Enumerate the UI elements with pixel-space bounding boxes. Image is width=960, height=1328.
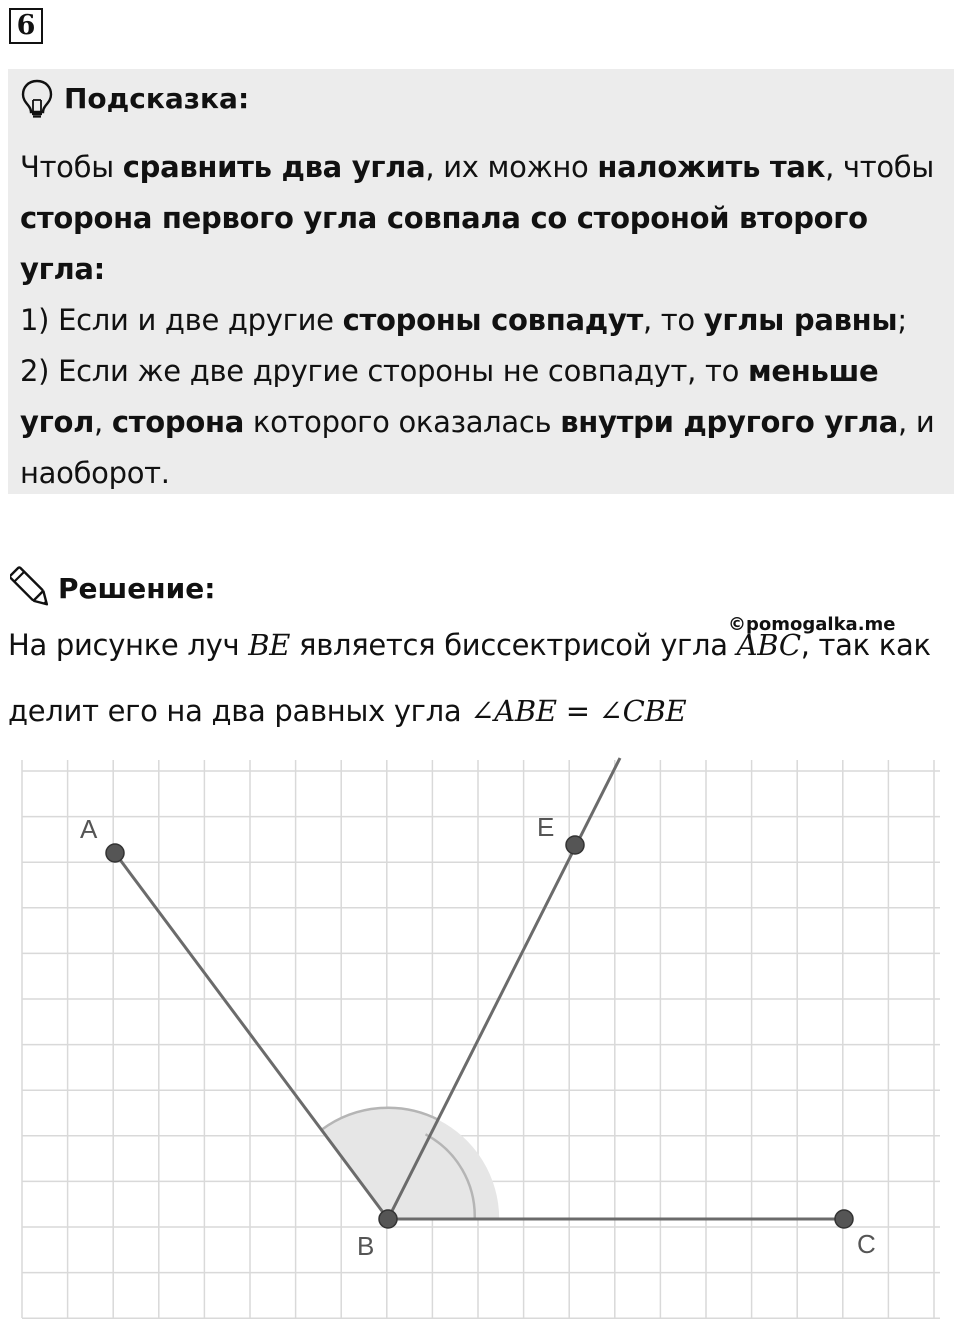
solution-text: является биссектрисой угла bbox=[290, 628, 737, 662]
hint-run: , их можно bbox=[425, 150, 598, 184]
hint-run-bold: углы равны bbox=[703, 303, 898, 337]
hint-run-bold: наложить так bbox=[597, 150, 826, 184]
hint-run-bold: стороны совпадут bbox=[342, 303, 643, 337]
equals-sign: = bbox=[556, 694, 599, 728]
hint-run: , чтобы bbox=[825, 150, 934, 184]
hint-run: которого оказалась bbox=[244, 405, 561, 439]
point-a bbox=[106, 844, 124, 862]
point-e bbox=[566, 836, 584, 854]
solution-line-1 bbox=[8, 628, 931, 662]
solution-title: Решение: bbox=[58, 571, 216, 605]
ray-be bbox=[388, 758, 620, 1219]
hint-run-bold: сравнить два угла bbox=[122, 150, 426, 184]
ray-name: BE bbox=[248, 628, 291, 662]
hint-title: Подсказка: bbox=[64, 81, 250, 115]
watermark: ©pomogalka.me bbox=[728, 614, 896, 635]
point-b bbox=[379, 1210, 397, 1228]
solution-text: делит его на два равных угла bbox=[8, 694, 471, 728]
hint-run-bold: меньше угол bbox=[20, 354, 879, 439]
hint-header bbox=[20, 78, 249, 118]
hint-run: Чтобы bbox=[20, 150, 123, 184]
hint-paragraph-1 bbox=[20, 142, 940, 295]
hint-paragraph-3 bbox=[20, 346, 940, 499]
hint-run-bold: сторона первого угла совпала со стороной второго угла: bbox=[20, 201, 868, 286]
hint-run: ; bbox=[897, 303, 907, 337]
label-b: B bbox=[357, 1231, 375, 1261]
point-c bbox=[835, 1210, 853, 1228]
angle-name: ABC bbox=[736, 628, 801, 662]
angle-cbe: ∠CBE bbox=[598, 694, 687, 728]
solution-header bbox=[10, 566, 215, 610]
hint-run: , bbox=[94, 405, 112, 439]
lightbulb-icon bbox=[20, 78, 54, 118]
hint-run-bold: внутри другого угла bbox=[560, 405, 899, 439]
task-number: 6 bbox=[9, 8, 43, 44]
label-a: A bbox=[80, 814, 98, 844]
angle-abe: ∠ABE bbox=[470, 694, 557, 728]
hint-run-bold: сторона bbox=[111, 405, 244, 439]
pencil-icon bbox=[10, 566, 54, 610]
solution-text: , так как bbox=[800, 628, 931, 662]
hint-text bbox=[20, 142, 940, 499]
label-e: E bbox=[537, 812, 555, 842]
hint-paragraph-2 bbox=[20, 295, 940, 346]
label-c: C bbox=[857, 1229, 876, 1259]
geometry-figure bbox=[0, 750, 960, 1328]
solution-line-2 bbox=[8, 694, 686, 728]
hint-run: , то bbox=[642, 303, 704, 337]
hint-run: , и наоборот. bbox=[20, 405, 935, 490]
solution-text: На рисунке луч bbox=[8, 628, 249, 662]
hint-run: 2) Если же две другие стороны не совпадут, то bbox=[20, 354, 748, 388]
grid bbox=[22, 760, 940, 1318]
hint-run: 1) Если и две другие bbox=[20, 303, 343, 337]
